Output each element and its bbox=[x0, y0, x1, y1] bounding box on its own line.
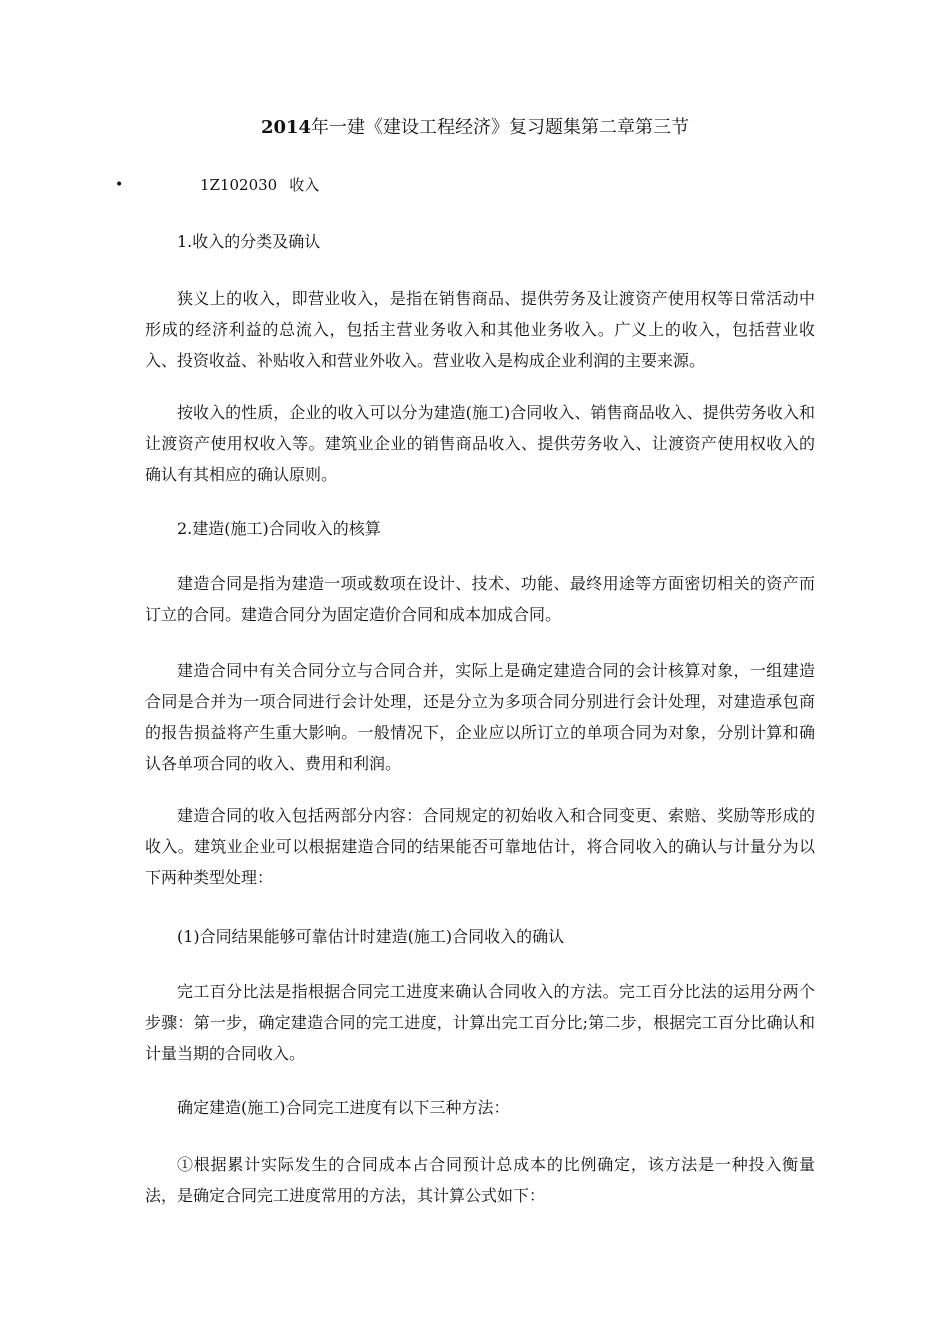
paragraph-construction-contract: 建造合同是指为建造一项或数项在设计、技术、功能、最终用途等方面密切相关的资产而订立的合同。建造合同分为固定造价合同和成本加成合同。 bbox=[145, 574, 815, 624]
section-heading bbox=[200, 174, 319, 196]
subheading-three-methods: 确定建造(施工)合同完工进度有以下三种方法： bbox=[177, 1098, 510, 1117]
paragraph-method-one: ①根据累计实际发生的合同成本占合同预计总成本的比例确定，该方法是一种投入衡量法，是确定合同完工进度常用的方法，其计算公式如下： bbox=[145, 1155, 815, 1205]
document-title bbox=[0, 116, 950, 140]
subheading-contract-income: 2.建造(施工)合同收入的核算 bbox=[177, 519, 381, 538]
section-code: 1Z102030 bbox=[200, 176, 278, 194]
paragraph-narrow-income: 狭义上的收入，即营业收入，是指在销售商品、提供劳务及让渡资产使用权等日常活动中形成的经济利益的总流入，包括主营业务收入和其他业务收入。广义上的收入，包括营业收入、投资收益、补贴收入和营业外收入。营业收入是构成企业利润的主要来源。 bbox=[145, 289, 815, 370]
title-text: 年一建《建设工程经济》复习题集第二章第三节 bbox=[311, 117, 690, 138]
list-bullet: • bbox=[115, 177, 124, 193]
paragraph-contract-income-parts: 建造合同的收入包括两部分内容：合同规定的初始收入和合同变更、索赔、奖励等形成的收入。建筑业企业可以根据建造合同的结果能否可靠地估计，将合同收入的确认与计量分为以下两种类型处理： bbox=[145, 806, 815, 887]
paragraph-percentage-completion: 完工百分比法是指根据合同完工进度来确认合同收入的方法。完工百分比法的运用分两个步骤：第一步，确定建造合同的完工进度，计算出完工百分比;第二步，根据完工百分比确认和计量当期的合同收入。 bbox=[145, 982, 815, 1063]
section-name: 收入 bbox=[289, 176, 320, 194]
subheading-reliable-estimate: (1)合同结果能够可靠估计时建造(施工)合同收入的确认 bbox=[177, 927, 565, 946]
title-year: 2014 bbox=[260, 117, 312, 138]
paragraph-income-nature: 按收入的性质，企业的收入可以分为建造(施工)合同收入、销售商品收入、提供劳务收入和让渡资产使用权收入等。建筑业企业的销售商品收入、提供劳务收入、让渡资产使用权收入的确认有其相应的确认原则。 bbox=[145, 403, 815, 484]
paragraph-contract-split-merge: 建造合同中有关合同分立与合同合并，实际上是确定建造合同的会计核算对象，一组建造合同是合并为一项合同进行会计处理，还是分立为多项合同分别进行会计处理，对建造承包商的报告损益将产生重大影响。一般情况下，企业应以所订立的单项合同为对象，分别计算和确认各单项合同的收入、费用和利润。 bbox=[145, 661, 815, 773]
subheading-income-classification: 1.收入的分类及确认 bbox=[177, 232, 321, 251]
